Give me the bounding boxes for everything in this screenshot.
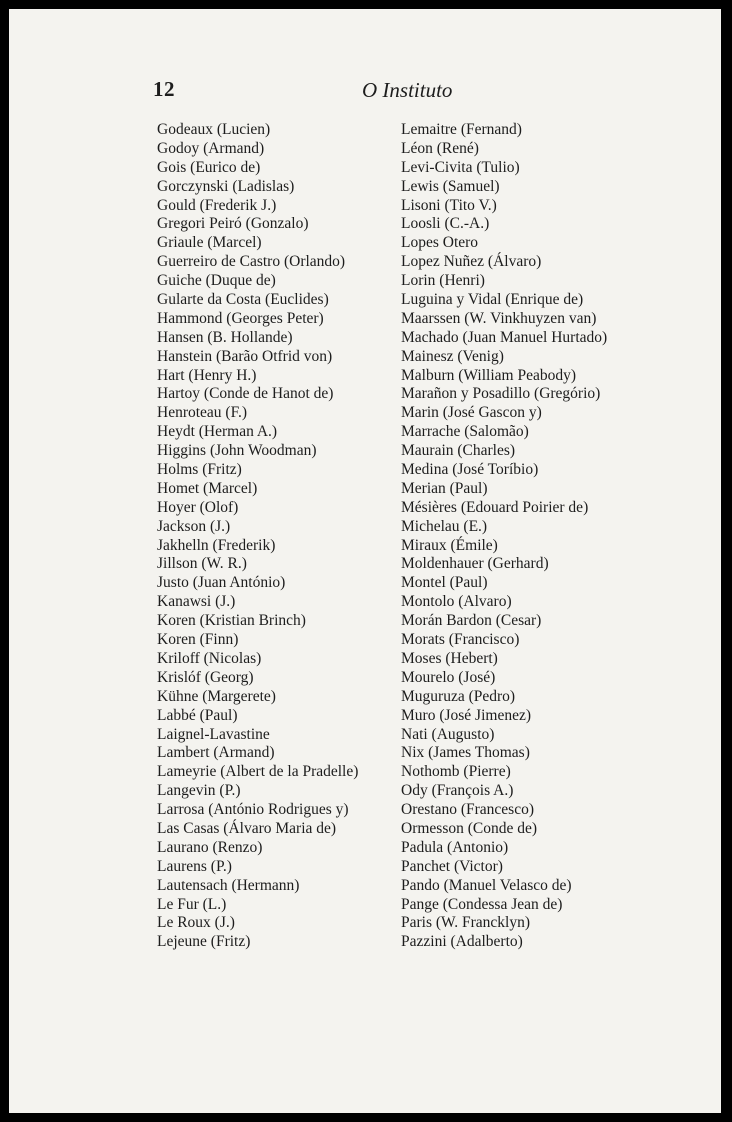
list-item: Léon (René) — [401, 139, 479, 157]
list-item: Muro (José Jimenez) — [401, 706, 531, 724]
list-item: Koren (Kristian Brinch) — [157, 612, 306, 630]
list-item: Gregori Peiró (Gonzalo) — [157, 215, 309, 233]
list-item: Lameyrie (Albert de la Pradelle) — [157, 763, 359, 781]
list-item: Hanstein (Barão Otfrid von) — [157, 347, 333, 365]
list-item: Pando (Manuel Velasco de) — [401, 876, 572, 894]
list-item: Jakhelln (Frederik) — [157, 536, 276, 554]
list-item: Gorczynski (Ladislas) — [157, 177, 295, 195]
list-item: Nati (Augusto) — [401, 725, 495, 743]
list-item: Laignel-Lavastine — [157, 725, 270, 743]
list-item: Guerreiro de Castro (Orlando) — [157, 253, 346, 271]
list-item: Koren (Finn) — [157, 631, 239, 649]
list-item: Godoy (Armand) — [157, 139, 265, 157]
list-item: Padula (Antonio) — [401, 838, 509, 856]
list-item: Hartoy (Conde de Hanot de) — [157, 385, 334, 403]
list-item: Merian (Paul) — [401, 479, 488, 497]
list-item: Orestano (Francesco) — [401, 801, 534, 819]
list-item: Michelau (E.) — [401, 517, 488, 535]
list-item: Heydt (Herman A.) — [157, 423, 278, 441]
list-item: Morán Bardon (Cesar) — [401, 612, 542, 630]
list-item: Marrache (Salomão) — [401, 423, 529, 441]
list-item: Moldenhauer (Gerhard) — [401, 555, 549, 573]
list-item: Mainesz (Venig) — [401, 347, 504, 365]
list-item: Nix (James Thomas) — [401, 744, 530, 762]
list-item: Las Casas (Álvaro Maria de) — [157, 819, 337, 837]
list-item: Lambert (Armand) — [157, 744, 275, 762]
list-item: Nothomb (Pierre) — [401, 763, 511, 781]
list-item: Miraux (Émile) — [401, 536, 498, 554]
list-item: Marin (José Gascon y) — [401, 404, 542, 422]
list-item: Kanawsi (J.) — [157, 593, 236, 611]
list-item: Ody (François A.) — [401, 782, 514, 800]
list-item: Holms (Fritz) — [157, 461, 242, 479]
list-item: Pange (Condessa Jean de) — [401, 895, 563, 913]
list-item: Malburn (William Peabody) — [401, 366, 577, 384]
list-item: Mourelo (José) — [401, 668, 496, 686]
list-item: Larrosa (António Rodrigues y) — [157, 801, 349, 819]
list-item: Jackson (J.) — [157, 517, 231, 535]
list-item: Lautensach (Hermann) — [157, 876, 300, 894]
list-item: Kühne (Margerete) — [157, 687, 276, 705]
list-item: Luguina y Vidal (Enrique de) — [401, 291, 584, 309]
running-title: O Instituto — [362, 78, 453, 102]
list-item: Pazzini (Adalberto) — [401, 933, 523, 951]
list-item: Laurano (Renzo) — [157, 838, 263, 856]
list-item: Justo (Juan António) — [157, 574, 286, 592]
list-item: Maurain (Charles) — [401, 442, 516, 460]
list-item: Krislóf (Georg) — [157, 668, 254, 686]
list-item: Muguruza (Pedro) — [401, 687, 516, 705]
list-item: Labbé (Paul) — [157, 706, 238, 724]
list-item: Laurens (P.) — [157, 857, 232, 875]
name-list-left — [157, 121, 397, 952]
list-item: Lewis (Samuel) — [401, 177, 500, 195]
list-item: Panchet (Victor) — [401, 857, 503, 875]
list-item: Hart (Henry H.) — [157, 366, 257, 384]
list-item: Levi-Civita (Tulio) — [401, 158, 520, 176]
list-item: Paris (W. Francklyn) — [401, 914, 531, 932]
list-item: Machado (Juan Manuel Hurtado) — [401, 328, 608, 346]
list-item: Maarssen (W. Vinkhuyzen van) — [401, 309, 597, 327]
list-item: Hammond (Georges Peter) — [157, 309, 324, 327]
list-item: Langevin (P.) — [157, 782, 241, 800]
list-item: Godeaux (Lucien) — [157, 121, 271, 138]
list-item: Lopez Nuñez (Álvaro) — [401, 253, 542, 271]
list-item: Gularte da Costa (Euclides) — [157, 291, 329, 309]
list-item: Homet (Marcel) — [157, 479, 258, 497]
list-item: Lemaitre (Fernand) — [401, 121, 522, 138]
list-item: Le Roux (J.) — [157, 914, 235, 932]
list-item: Morats (Francisco) — [401, 631, 520, 649]
list-item: Jillson (W. R.) — [157, 555, 247, 573]
list-item: Le Fur (L.) — [157, 895, 227, 913]
list-item: Lisoni (Tito V.) — [401, 196, 497, 214]
list-item: Medina (José Toríbio) — [401, 461, 539, 479]
list-item: Hoyer (Olof) — [157, 498, 239, 516]
page-number: 12 — [153, 77, 175, 101]
list-item: Griaule (Marcel) — [157, 234, 262, 252]
list-item: Gould (Frederik J.) — [157, 196, 277, 214]
list-item: Kriloff (Nicolas) — [157, 649, 262, 667]
list-item: Lejeune (Fritz) — [157, 933, 251, 951]
list-item: Montel (Paul) — [401, 574, 488, 592]
scanned-page — [9, 9, 721, 1113]
list-item: Moses (Hebert) — [401, 649, 498, 667]
list-item: Marañon y Posadillo (Gregório) — [401, 385, 601, 403]
list-item: Lopes Otero — [401, 234, 479, 252]
list-item: Loosli (C.-A.) — [401, 215, 490, 233]
list-item: Mésières (Edouard Poirier de) — [401, 498, 589, 516]
list-item: Guiche (Duque de) — [157, 272, 276, 290]
list-item: Ormesson (Conde de) — [401, 819, 538, 837]
list-item: Lorin (Henri) — [401, 272, 485, 290]
list-item: Henroteau (F.) — [157, 404, 248, 422]
list-item: Montolo (Alvaro) — [401, 593, 512, 611]
list-item: Hansen (B. Hollande) — [157, 328, 293, 346]
name-list-right — [401, 121, 691, 952]
list-item: Higgins (John Woodman) — [157, 442, 317, 460]
list-item: Gois (Eurico de) — [157, 158, 261, 176]
